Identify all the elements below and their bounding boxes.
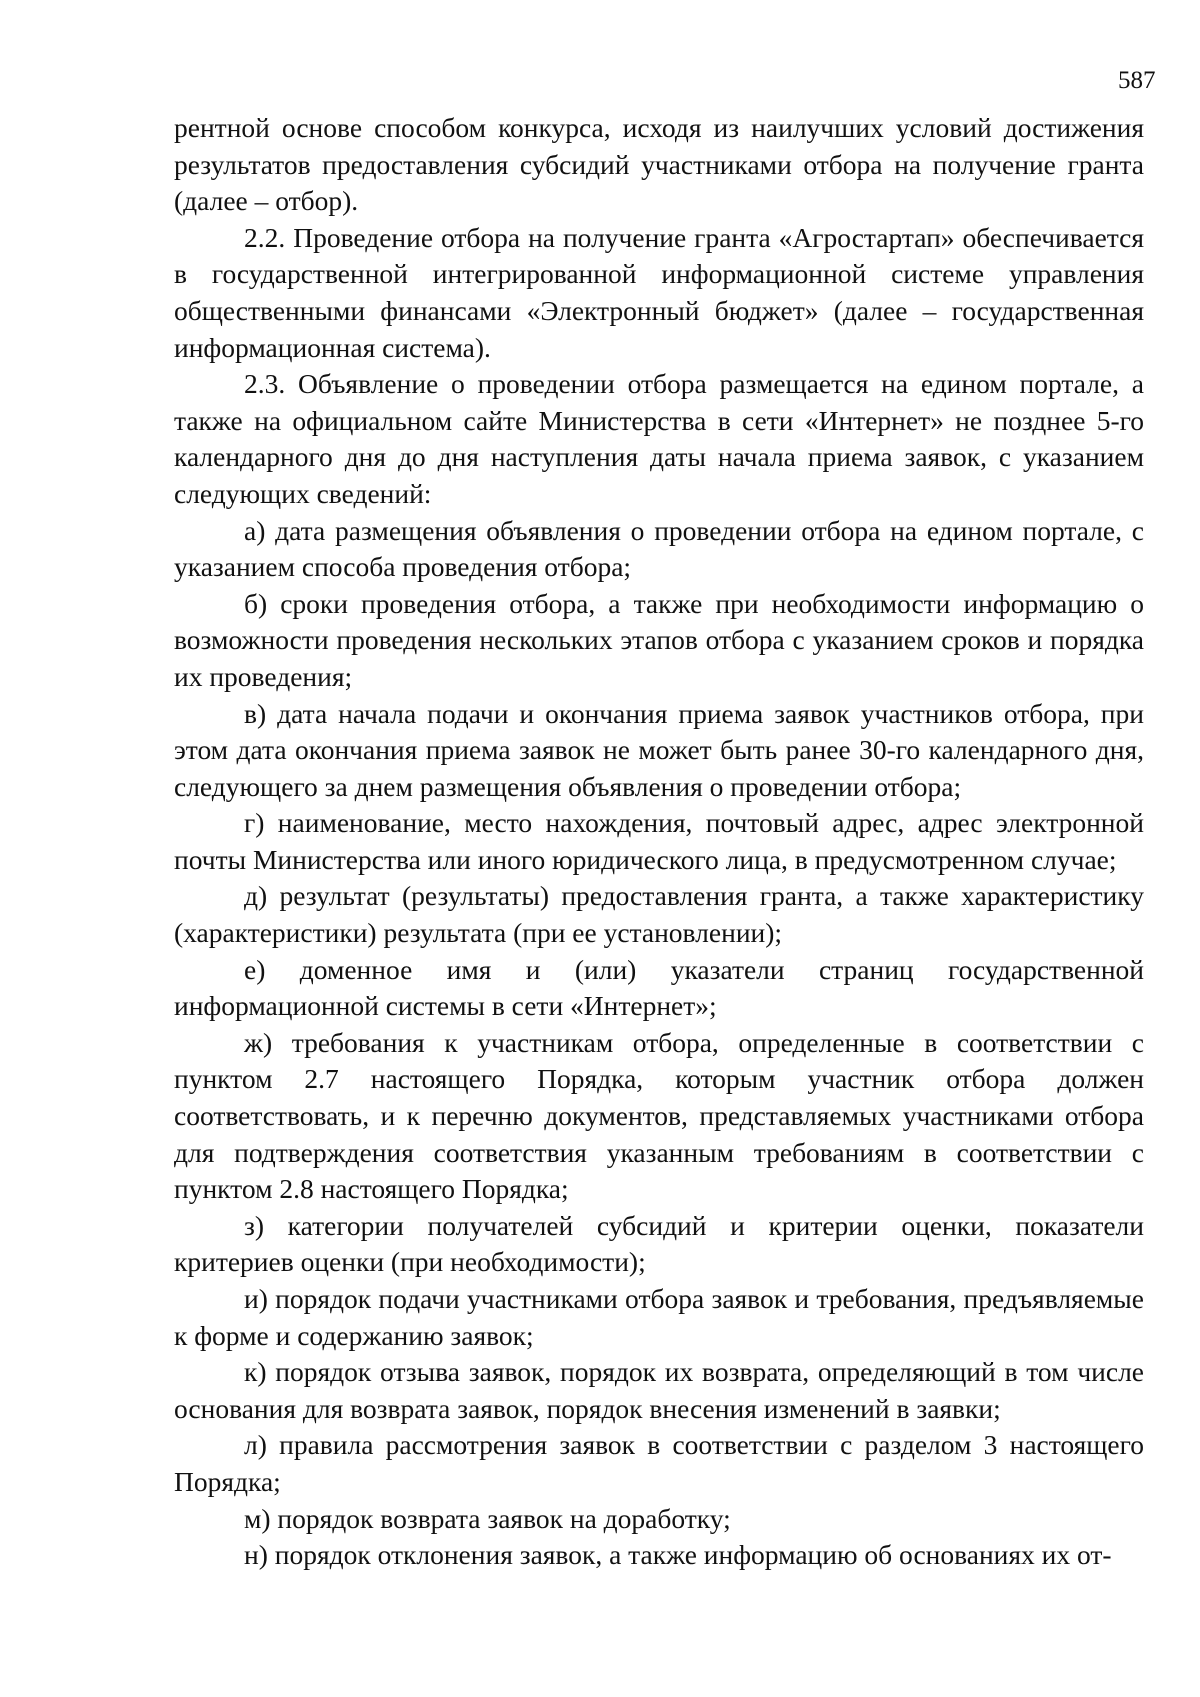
list-item-a: а) дата размещения объявления о проведении отбора на едином портале, с указанием способа проведения отбора; <box>174 514 1144 583</box>
document-body <box>174 110 1144 1574</box>
paragraph-2-3: 2.3. Объявление о проведении отбора размещается на едином портале, а также на официальном сайте Министерства в сети «Интернет» не позднее 5-го календарного дня до дня наступления даты начала приема заявок, с указанием следующих сведений: <box>174 368 1144 509</box>
list-item-m: м) порядок возврата заявок на доработку; <box>244 1502 731 1534</box>
paragraph-continuation: рентной основе способом конкурса, исходя из наилучших условий достижения результатов предоставления субсидий участниками отбора на получение гранта (далее – отбор). <box>174 112 1144 217</box>
list-item-d: д) результат (результаты) предоставления гранта, а также характеристику (характеристики) результата (при ее установлении); <box>174 880 1144 949</box>
list-item-e: е) доменное имя и (или) указатели страниц государственной информационной системы в сети «Интернет»; <box>174 953 1144 1022</box>
page-number: 587 <box>1118 67 1156 94</box>
paragraph-2-2: 2.2. Проведение отбора на получение гранта «Агростартап» обеспечивается в государственной интегрированной информационной системе управления общественными финансами «Электронный бюджет» (далее – государственная информационная система). <box>174 221 1144 363</box>
list-item-zh: ж) требования к участникам отбора, определенные в соответствии с пунктом 2.7 настоящего Порядка, которым участник отбора должен соответствовать, и к перечню документов, представляемых участниками отбора для подтверждения соответствия указанным требованиям в соответствии с пунктом 2.8 настоящего Порядка; <box>174 1026 1144 1205</box>
list-item-b: б) сроки проведения отбора, а также при необходимости информацию о возможности проведения нескольких этапов отбора с указанием сроков и порядка их проведения; <box>174 587 1144 692</box>
list-item-n: н) порядок отклонения заявок, а также информацию об основаниях их от- <box>244 1539 1112 1571</box>
list-item-v: в) дата начала подачи и окончания приема заявок участников отбора, при этом дата окончания приема заявок не может быть ранее 30-го календарного дня, следующего за днем размещения объявления о проведении отбора; <box>174 697 1144 802</box>
list-item-i: и) порядок подачи участниками отбора заявок и требования, предъявляемые к форме и содержанию заявок; <box>174 1283 1144 1351</box>
list-item-g: г) наименование, место нахождения, почтовый адрес, адрес электронной почты Министерства или иного юридического лица, в предусмотренном случае; <box>174 807 1144 875</box>
list-item-k: к) порядок отзыва заявок, порядок их возврата, определяющий в том числе основания для возврата заявок, порядок внесения изменений в заявки; <box>174 1356 1144 1424</box>
list-item-l: л) правила рассмотрения заявок в соответствии с разделом 3 настоящего Порядка; <box>174 1429 1144 1497</box>
list-item-z: з) категории получателей субсидий и критерии оценки, показатели критериев оценки (при необходимости); <box>174 1209 1144 1278</box>
